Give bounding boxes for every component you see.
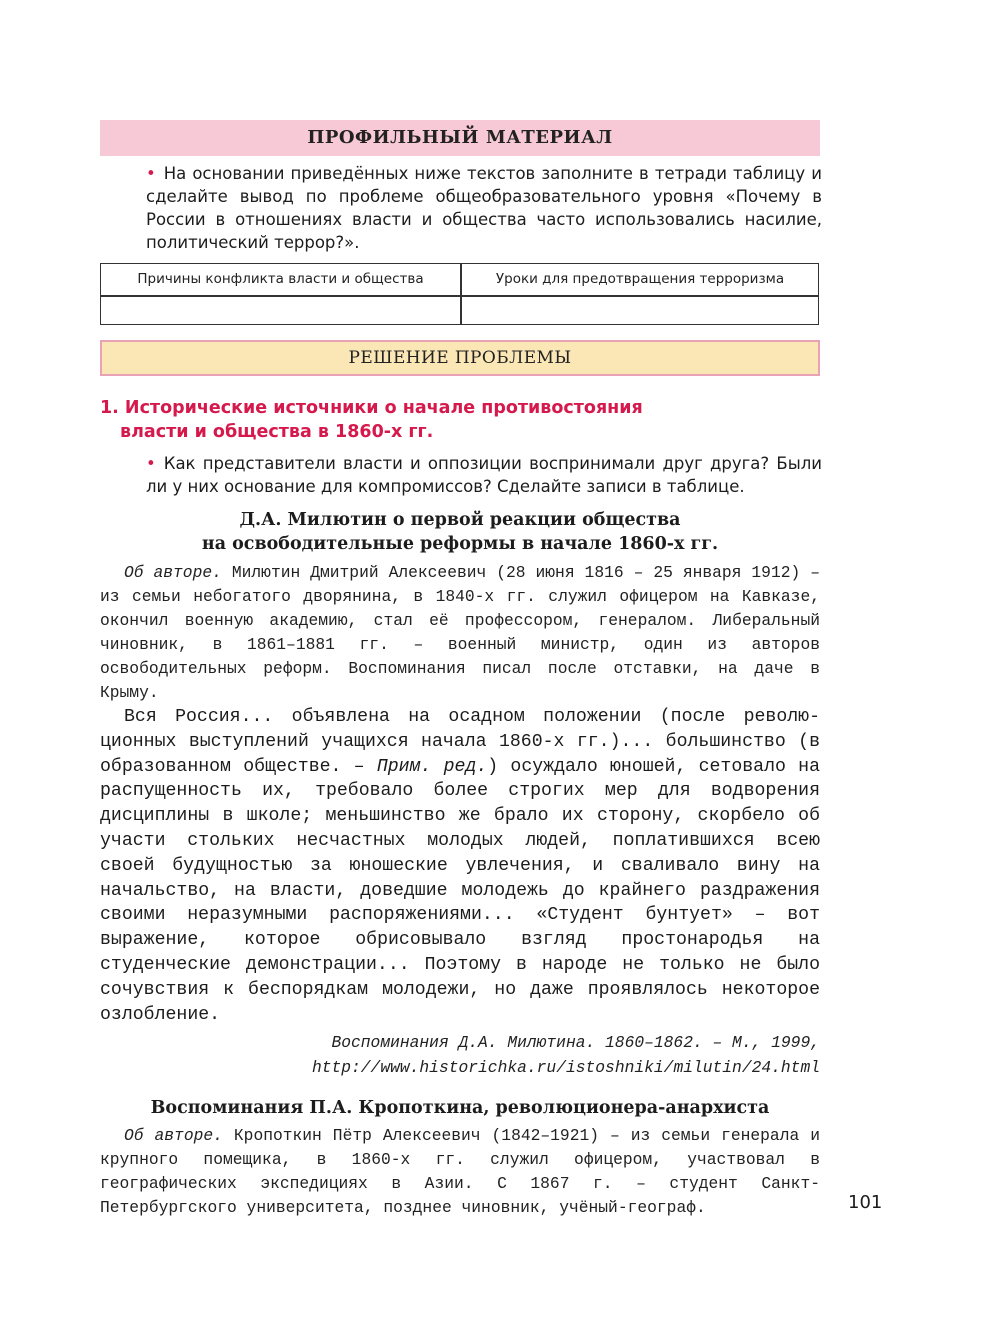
section-heading-line2: власти и общества в 1860-х гг.	[120, 422, 434, 442]
doc1-source-line1: Воспоминания Д.А. Милютина. 1860–1862. – М., 1999,	[331, 1033, 820, 1052]
doc1-source-url: http://www.historichka.ru/istoshniki/milutin/24.html	[311, 1058, 820, 1077]
doc2-about-text: Кропоткин Пётр Алексеевич (1842–1921) – из семьи генерала и крупного помещика, в 1860-х гг. служил офицером, участвовал в географических экспедициях в Азии. С 1867 г. – студент Санкт-Петербургского университета, позднее чиновник, учёный-географ.	[100, 1126, 820, 1217]
notes-table	[100, 263, 819, 325]
doc1-title	[100, 508, 820, 556]
table-header-causes: Причины конфликта власти и общества	[137, 271, 424, 287]
doc1-quote-part1: Вся Россия... объявлена на осадном положении (после революционных выступлений учащихся начала 1860-х гг.)... большинство (в образованном обществе. –	[100, 707, 820, 777]
doc1-quote-editor-note: Прим. ред.	[376, 756, 488, 777]
section-heading-line1: 1. Исторические источники о начале противостояния	[100, 398, 643, 418]
section-task	[146, 452, 822, 498]
doc2-title: Воспоминания П.А. Кропоткина, революционера-анархиста	[150, 1098, 770, 1118]
profile-task-text: На основании приведённых ниже текстов заполните в тетради таблицу и сделайте вывод по проблеме общеобразовательного уровня «Почему в России в отношениях власти и общества часто использовались насилие, политический террор?».	[146, 164, 822, 252]
profile-material-header: ПРОФИЛЬНЫЙ МАТЕРИАЛ	[100, 120, 820, 156]
bullet-icon: •	[146, 164, 156, 183]
doc1-source	[100, 1030, 820, 1080]
doc1-quote	[100, 705, 820, 1027]
doc1-about-author	[100, 561, 820, 705]
doc1-quote-part2: ) осуждало юношей, сетовало на распущенность их, требовало более строгих мер для водворения дисциплины в школе; меньшинство же брало их сторону, скорбело об участи стольких несчастных молодых людей, поплатившихся всею своей будущностью за юношеские увлечения, и сваливало вину на начальство, на власти, доведшие молодежь до крайнего раздражения своими неразумными распоряжениями... «Студент бунтует» – вот выражение, которое обрисовывало взгляд простонародья на студенческие демонстрации... Поэтому в народе не только не было сочувствия к беспорядкам молодежи, но даже проявлялось некоторое озлобление.	[100, 756, 820, 1025]
doc2-about-label: Об авторе.	[124, 1126, 223, 1145]
section-heading	[100, 396, 720, 444]
doc2-about-author	[100, 1124, 820, 1220]
problem-solution-header: РЕШЕНИЕ ПРОБЛЕМЫ	[100, 340, 820, 376]
page-number: 101	[848, 1192, 883, 1213]
doc1-title-line2: на освободительные реформы в начале 1860-х гг.	[201, 534, 719, 554]
bullet-icon: •	[146, 454, 156, 473]
doc1-about-label: Об авторе.	[124, 563, 222, 582]
doc1-about-text: Милютин Дмитрий Алексеевич (28 июня 1816 – 25 января 1912) – из семьи небогатого дворянина, в 1840-х гг. служил офицером на Кавказе, окончил военную академию, стал её профессором, генералом. Либеральный чиновник, в 1861–1881 гг. – военный министр, один из авторов освободительных реформ. Воспоминания писал после отставки, на даче в Крыму.	[100, 563, 820, 702]
doc1-title-line1: Д.А. Милютин о первой реакции общества	[239, 510, 681, 530]
profile-task	[146, 162, 822, 254]
section-task-text: Как представители власти и оппозиции воспринимали друг друга? Были ли у них основание для компромиссов? Сделайте записи в таблице.	[146, 454, 822, 496]
table-header-lessons: Уроки для предотвращения терроризма	[495, 271, 785, 287]
table-divider-vertical	[460, 264, 462, 324]
table-divider-horizontal	[101, 295, 818, 297]
